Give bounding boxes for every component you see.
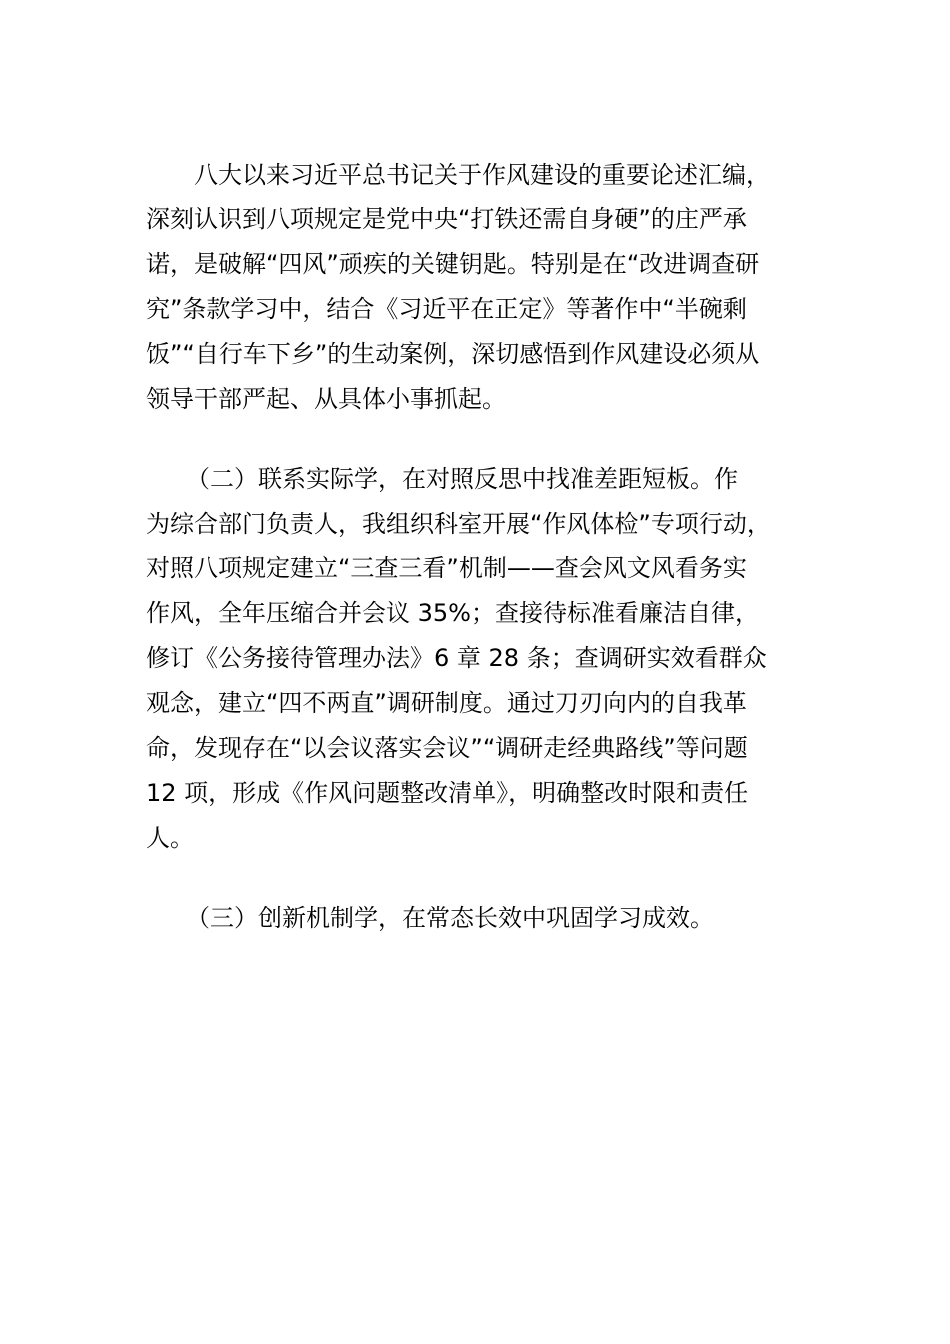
paragraph-1-line-6: 领导干部严起、从具体小事抓起。 [146, 385, 506, 413]
paragraph-1-line-4: 究”条款学习中，结合《习近平在正定》等著作中“半碗剩 [146, 295, 747, 323]
paragraph-2-line-8: 12 项，形成《作风问题整改清单》，明确整改时限和责任 [146, 779, 749, 807]
paragraph-1-line-1: 八大以来习近平总书记关于作风建设的重要论述汇编， [194, 161, 770, 189]
paragraph-2-line-2: 为综合部门负责人，我组织科室开展“作风体检”专项行动， [146, 510, 771, 538]
paragraph-1-line-3: 诺，是破解“四风”顽疾的关键钥匙。特别是在“改进调查研 [146, 250, 760, 278]
paragraph-2-line-9: 人。 [146, 824, 194, 852]
paragraph-3-line-1: （三）创新机制学，在常态长效中巩固学习成效。 [186, 904, 714, 932]
paragraph-2-line-5: 修订《公务接待管理办法》6 章 28 条；查调研实效看群众 [146, 644, 767, 672]
paragraph-2-line-3: 对照八项规定建立“三查三看”机制——查会风文风看务实 [146, 554, 747, 582]
paragraph-2-line-4: 作风，全年压缩合并会议 35%；查接待标准看廉洁自律， [146, 599, 759, 627]
paragraph-2-line-6: 观念，建立“四不两直”调研制度。通过刀刃向内的自我革 [146, 689, 747, 717]
paragraph-2-line-7: 命，发现存在“以会议落实会议”“调研走经典路线”等问题 [146, 734, 748, 762]
paragraph-2-line-1: （二）联系实际学，在对照反思中找准差距短板。作 [186, 465, 738, 493]
paragraph-1-line-5: 饭”“自行车下乡”的生动案例，深切感悟到作风建设必须从 [146, 340, 760, 368]
paragraph-1-line-2: 深刻认识到八项规定是党中央“打铁还需自身硬”的庄严承 [146, 205, 747, 233]
